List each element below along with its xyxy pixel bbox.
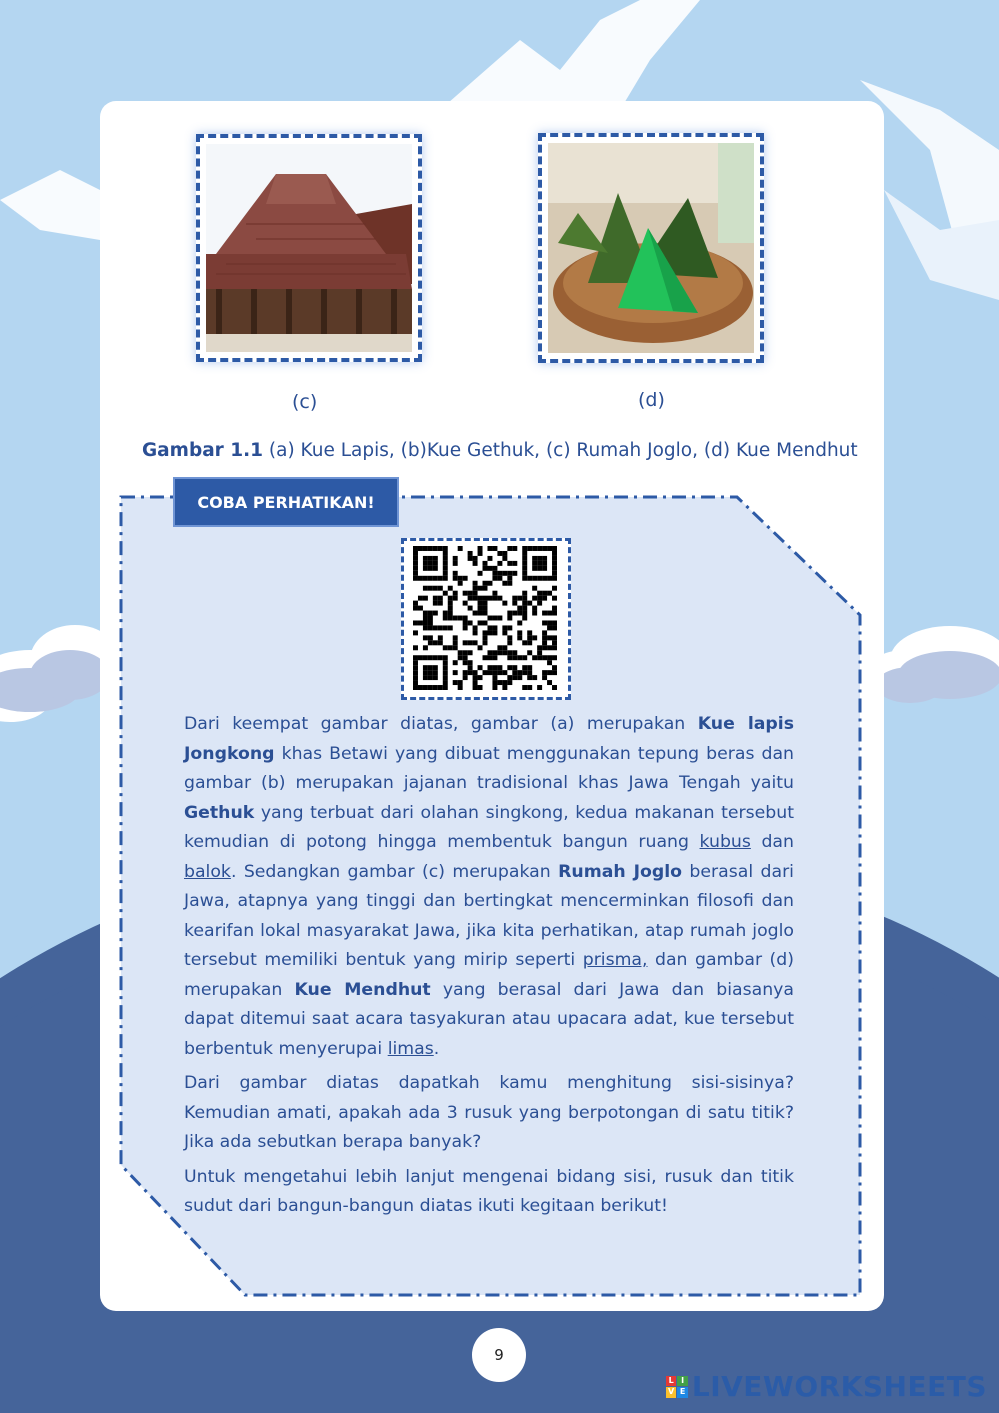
underlined-term: prisma, xyxy=(582,950,648,970)
text-run: . Sedangkan gambar (c) merupakan xyxy=(230,861,559,882)
callout-title: COBA PERHATIKAN! xyxy=(173,477,399,527)
text-run: yang terbuat dari olahan singkong, kedua makanan tersebut kemudian di potong hingga membentuk bangun ruang xyxy=(184,802,794,852)
bold-term: Kue lapis Jongkong xyxy=(184,714,794,764)
figure-ref: Gambar 1.1 xyxy=(142,440,264,461)
underlined-term: balok xyxy=(184,861,231,882)
brand-name: LIVEWORKSHEETS xyxy=(691,1370,987,1403)
underlined-term: limas xyxy=(387,1038,434,1059)
logo-letter: L xyxy=(666,1376,677,1387)
text-run: dan xyxy=(750,832,794,852)
callout-body xyxy=(184,710,794,1227)
logo-letter: E xyxy=(677,1387,688,1398)
text-run: Dari keempat gambar diatas, gambar (a) merupakan xyxy=(184,714,698,734)
bold-term: Kue Mendhut xyxy=(294,979,431,1000)
qr-code[interactable] xyxy=(401,538,571,700)
bold-term: Rumah Joglo xyxy=(558,861,683,882)
figure-c-label: (c) xyxy=(292,391,318,413)
paragraph-3: Untuk mengetahui lebih lanjut mengenai bidang sisi, rusuk dan titik sudut dari bangun-bangun diatas ikuti kegitaan berikut! xyxy=(184,1166,794,1216)
figure-d-label: (d) xyxy=(638,389,665,411)
liveworksheets-logo-icon xyxy=(666,1376,688,1398)
paragraph-2: Dari gambar diatas dapatkah kamu menghitung sisi-sisinya? Kemudian amati, apakah ada 3 rusuk yang berpotongan di satu titik? Jika ada sebutkan berapa banyak? xyxy=(184,1073,794,1152)
logo-letter: V xyxy=(666,1387,677,1398)
qr-code-icon xyxy=(413,546,557,690)
liveworksheets-brand[interactable] xyxy=(666,1370,987,1403)
logo-letter: I xyxy=(677,1376,688,1387)
bold-term: Gethuk xyxy=(184,802,255,823)
underlined-term: kubus xyxy=(699,832,751,852)
text-run: yang berasal dari Jawa dan biasanya dapat ditemui saat acara tasyakuran atau upacara adat, kue tersebut berbentuk menyerupai xyxy=(184,979,794,1059)
text-run: berasal dari Jawa, atapnya yang tinggi dan bertingkat mencerminkan filosofi dan kearifan lokal masyarakat Jawa, jika kita perhatikan, atap rumah joglo tersebut memiliki bentuk yang mirip seperti xyxy=(184,861,794,970)
page-number: 9 xyxy=(472,1328,526,1382)
paragraph-1 xyxy=(184,710,794,1064)
text-run: . xyxy=(433,1038,440,1059)
text-run: khas Betawi yang dibuat menggunakan tepung beras dan gambar (b) merupakan jajanan tradisional khas Jawa Tengah yaitu xyxy=(184,743,794,793)
caption-text: (a) Kue Lapis, (b)Kue Gethuk, (c) Rumah Joglo, (d) Kue Mendhut xyxy=(263,440,858,461)
text-run: dan gambar (d) merupakan xyxy=(184,950,794,1000)
